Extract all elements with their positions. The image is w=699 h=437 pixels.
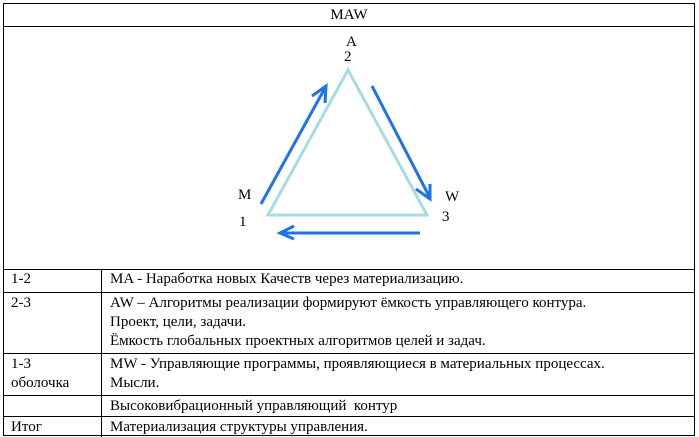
table-row bbox=[4, 269, 694, 293]
row-label bbox=[4, 354, 102, 395]
row-label-text: Итог bbox=[11, 419, 42, 435]
row-text-line: AW – Алгоритмы реализации формируют ёмкость управляющего контура. bbox=[110, 295, 587, 311]
row-text bbox=[102, 354, 694, 395]
row-text-line: MW - Управляющие программы, проявляющиеся в материальных процессах. bbox=[110, 356, 605, 372]
row-text bbox=[102, 293, 694, 353]
table-title: MAW bbox=[4, 4, 694, 27]
row-label bbox=[4, 293, 102, 353]
table-row bbox=[4, 293, 694, 354]
row-label-text: 1-3 bbox=[11, 356, 31, 372]
row-label bbox=[4, 417, 102, 437]
maw-triangle-diagram bbox=[4, 26, 694, 270]
row-text-line: Мысли. bbox=[110, 375, 160, 391]
row-text-line: Высоковибрационный управляющий контур bbox=[110, 398, 398, 414]
row-text-line: Материализация структуры управления. bbox=[110, 419, 368, 435]
row-label bbox=[4, 269, 102, 292]
triangle-shape bbox=[268, 70, 427, 215]
row-label-text: 1-2 bbox=[11, 271, 31, 287]
table-row bbox=[4, 396, 694, 417]
row-text bbox=[102, 269, 694, 292]
vertex-m-number: 1 bbox=[239, 214, 247, 230]
row-text bbox=[102, 417, 694, 437]
vertex-w-letter: W bbox=[445, 189, 460, 205]
row-text-line: Проект, цели, задачи. bbox=[110, 314, 246, 330]
arrow-m-to-a bbox=[261, 86, 326, 204]
table-row bbox=[4, 354, 694, 396]
arrow-w-to-m bbox=[280, 226, 420, 239]
row-text-line: Ёмкость глобальных проектных алгоритмов целей и задач. bbox=[110, 333, 486, 349]
maw-table bbox=[3, 3, 695, 436]
row-label-text: оболочка bbox=[11, 375, 70, 391]
vertex-m-letter: M bbox=[238, 187, 252, 203]
vertex-a-letter: A bbox=[346, 34, 357, 50]
table-row bbox=[4, 417, 694, 437]
row-text-line: MA - Наработка новых Качеств через материализацию. bbox=[110, 271, 464, 287]
arrow-a-to-w bbox=[372, 86, 430, 199]
row-label bbox=[4, 396, 102, 416]
vertex-w-number: 3 bbox=[442, 209, 450, 225]
row-text bbox=[102, 396, 694, 416]
row-label-text: 2-3 bbox=[11, 295, 31, 311]
vertex-a-number: 2 bbox=[344, 49, 352, 65]
